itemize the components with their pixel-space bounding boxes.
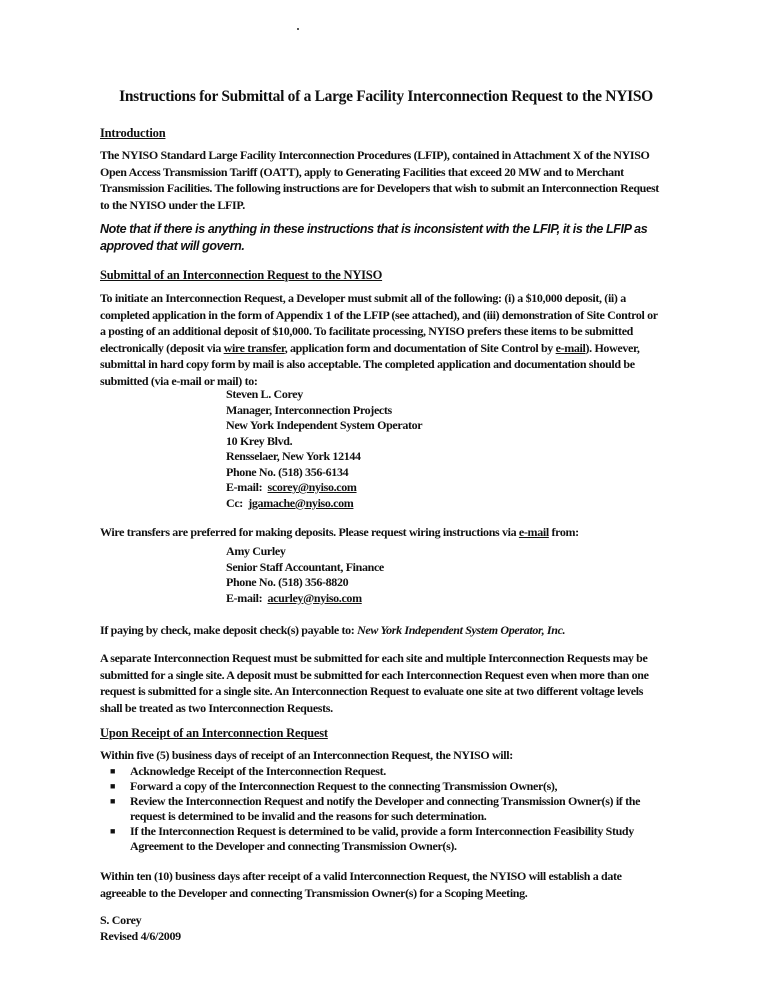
receipt-heading: Upon Receipt of an Interconnection Request	[100, 726, 328, 740]
finance-contact-title: Senior Staff Accountant, Finance	[226, 559, 384, 574]
wire-text-1: Wire transfers are preferred for making deposits. Please request wiring instructions via	[100, 525, 519, 539]
document-title: Instructions for Submittal of a Large Facility Interconnection Request to the NYISO	[119, 88, 653, 105]
check-payee: New York Independent System Operator, Inc.	[357, 623, 566, 637]
signature-block	[100, 913, 181, 944]
finance-email-link[interactable]: acurley@nyiso.com	[267, 590, 362, 605]
governing-note: Note that if there is anything in these instructions that is inconsistent with the LFIP, it is the LFIP as approved that will govern.	[100, 222, 648, 253]
primary-contact-block	[226, 387, 422, 511]
list-item: ■ If the Interconnection Request is determined to be valid, provide a form Interconnection Feasibility Study Agreement to the Developer and connecting Transmission Owner(s).	[110, 824, 634, 853]
finance-contact-phone: Phone No. (518) 356-8820	[226, 575, 349, 589]
receipt-intro: Within five (5) business days of receipt of an Interconnection Request, the NYISO will:	[100, 748, 513, 762]
contact-phone: Phone No. (518) 356-6134	[226, 464, 349, 479]
wire-transfer-paragraph	[100, 524, 660, 541]
bullet-icon: ■	[110, 826, 116, 836]
contact-title: Manager, Interconnection Projects	[226, 402, 392, 417]
bullet-icon: ■	[110, 796, 116, 806]
scan-speck	[297, 28, 299, 30]
cc-email-link[interactable]: jgamache@nyiso.com	[248, 495, 354, 510]
list-item: ■ Forward a copy of the Interconnection Request to the connecting Transmission Owner(s),	[110, 779, 558, 793]
submittal-text-3: ). However, submittal in hard copy form by mail is also acceptable. The completed application and documentation should be submitted (via e-mail or mail) to:	[100, 340, 640, 388]
wire-email-link[interactable]: e-mail	[518, 525, 549, 539]
bullet-icon: ■	[110, 766, 116, 776]
submittal-text-2: , application form and documentation of Site Control by	[284, 340, 556, 355]
email-label: E-mail:	[226, 480, 263, 494]
introduction-heading: Introduction	[100, 126, 166, 140]
wire-transfer-link[interactable]: wire transfer	[223, 340, 285, 355]
list-item: ■ Acknowledge Receipt of the Interconnection Request.	[110, 764, 386, 778]
scoping-meeting-paragraph: Within ten (10) business days after receipt of a valid Interconnection Request, the NYISO will establish a date agreeable to the Developer and connecting Transmission Owner(s) for a Scoping Meeting.	[100, 869, 622, 900]
contact-organization: New York Independent System Operator	[226, 418, 423, 432]
cc-label: Cc:	[226, 495, 243, 510]
author: S. Corey	[100, 913, 142, 927]
contact-name: Steven L. Corey	[226, 387, 303, 401]
introduction-paragraph: The NYISO Standard Large Facility Interconnection Procedures (LFIP), contained in Attachment X of the NYISO Open Access Transmission Tariff (OATT), apply to Generating Facilities that exceed 20 MW and to Merchant Transmission Facilities. The following instructions are for Developers that wish to submit an Interconnection Request to the NYISO under the LFIP.	[100, 148, 659, 212]
bullet-icon: ■	[110, 781, 116, 791]
submittal-paragraph	[100, 290, 660, 389]
finance-contact-block	[226, 544, 384, 606]
finance-contact-name: Amy Curley	[226, 544, 286, 558]
contact-street: 10 Krey Blvd.	[226, 433, 293, 448]
receipt-action-list	[100, 764, 660, 854]
contact-email-link[interactable]: scorey@nyiso.com	[267, 480, 357, 494]
contact-cc-row	[226, 496, 422, 512]
revision-date: Revised 4/6/2009	[100, 928, 181, 943]
finance-email-row	[226, 591, 384, 607]
check-text: If paying by check, make deposit check(s) payable to:	[100, 623, 358, 637]
submittal-heading: Submittal of an Interconnection Request to the NYISO	[100, 268, 383, 282]
wire-text-2: from:	[548, 525, 579, 539]
email-link[interactable]: e-mail	[555, 340, 586, 355]
submittal-text-1: To initiate an Interconnection Request, a Developer must submit all of the following: (i) a $10,000 deposit, (ii) a completed application in the form of Appendix 1 of the LFIP (see attached), and (iii) demonstration of Site Control or a posting of an additional deposit of $10,000. To facilitate processing, NYISO prefers these items to be submitted electronically (deposit via	[100, 291, 658, 355]
separate-requests-paragraph: A separate Interconnection Request must be submitted for each site and multiple Interconnection Requests may be submitted for a single site. A deposit must be submitted for each Interconnection Request even when more than one request is submitted for a single site. An Interconnection Request to evaluate one site at two different voltage levels shall be treated as two Interconnection Requests.	[100, 651, 649, 715]
check-payment-paragraph	[100, 622, 660, 639]
list-item: ■ Review the Interconnection Request and notify the Developer and connecting Transmission Owner(s) if the request is determined to be invalid and the reasons for such determination.	[110, 794, 641, 823]
contact-city: Rensselaer, New York 12144	[226, 449, 361, 463]
contact-email-row	[226, 480, 422, 496]
finance-email-label: E-mail:	[226, 590, 263, 605]
